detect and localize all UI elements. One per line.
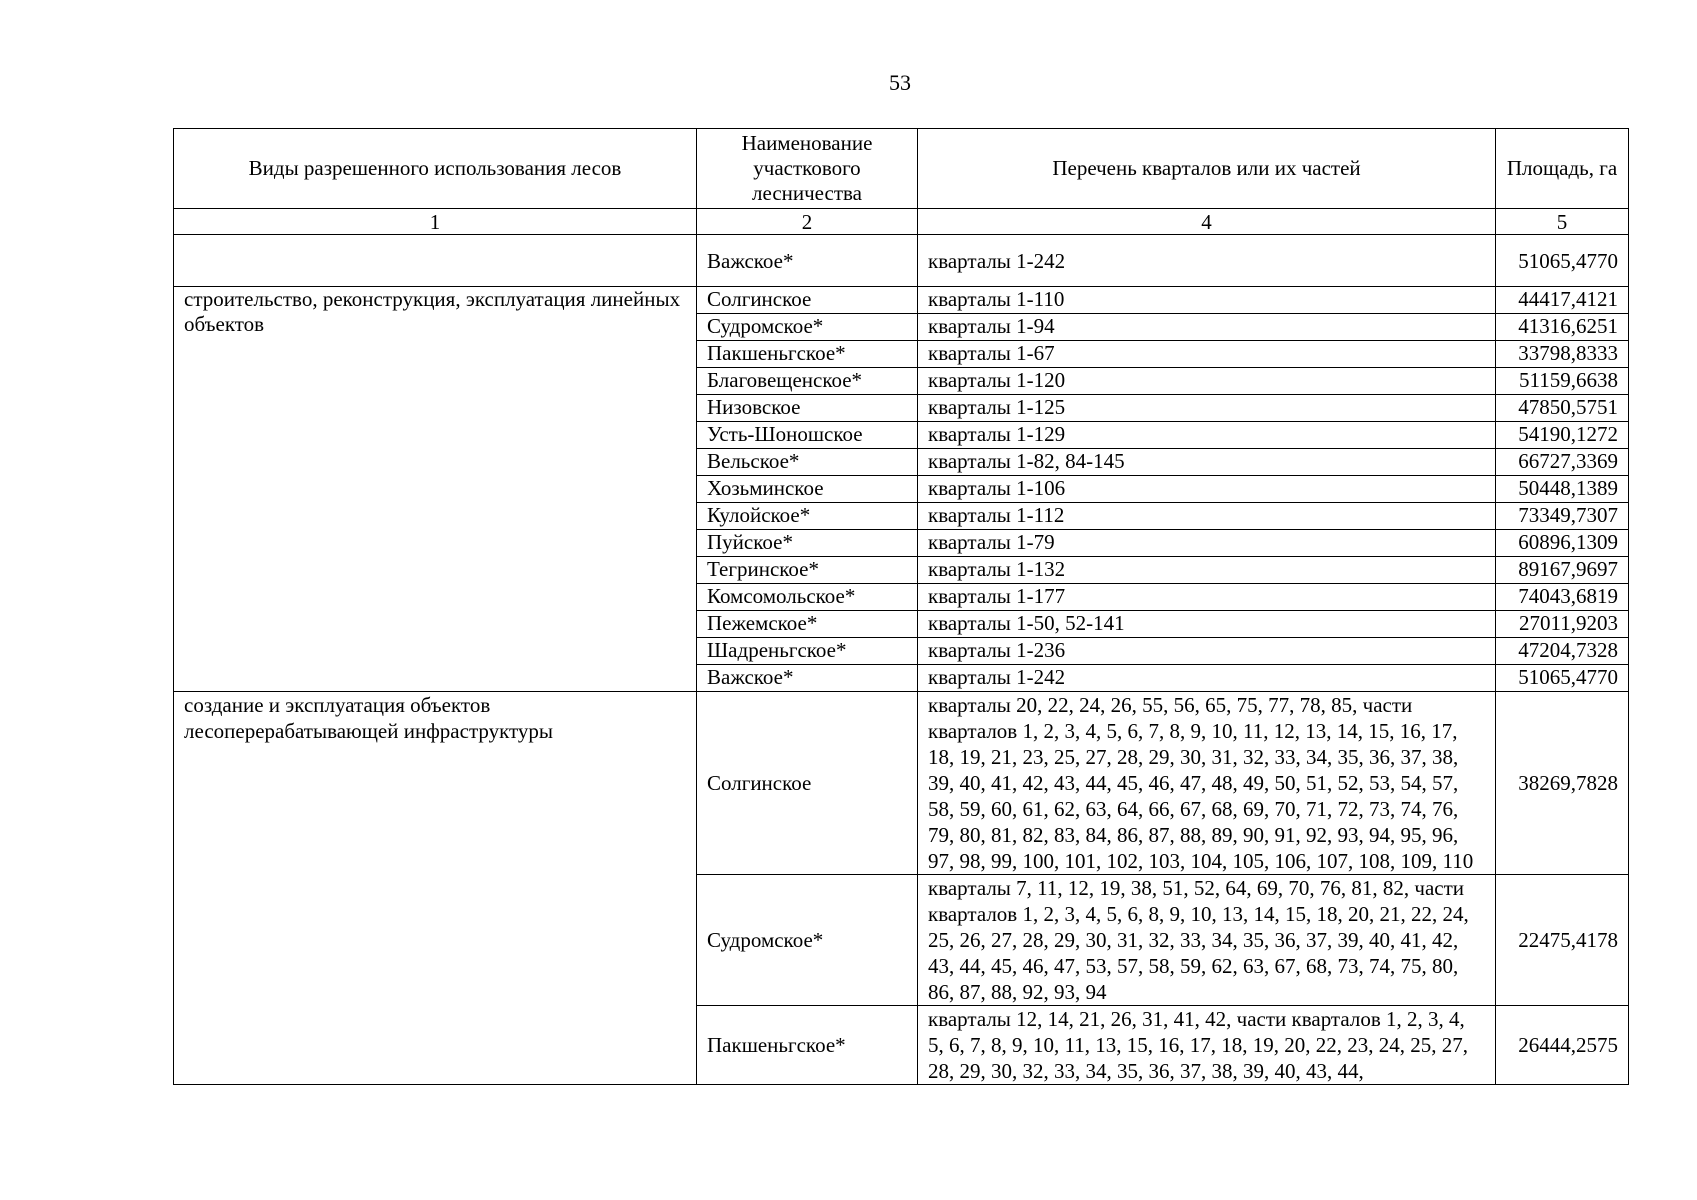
forestry-cell: Тегринское* xyxy=(697,557,918,584)
quarters-cell: кварталы 1-79 xyxy=(918,530,1496,557)
forestry-cell: Хозьминское xyxy=(697,476,918,503)
quarters-cell: кварталы 1-129 xyxy=(918,422,1496,449)
forest-use-table xyxy=(173,128,1629,1085)
area-cell: 38269,7828 xyxy=(1496,692,1629,875)
area-cell: 44417,4121 xyxy=(1496,287,1629,314)
quarters-cell: кварталы 1-132 xyxy=(918,557,1496,584)
quarters-cell: кварталы 1-82, 84-145 xyxy=(918,449,1496,476)
forestry-cell: Шадреньгское* xyxy=(697,638,918,665)
quarters-cell: кварталы 20, 22, 24, 26, 55, 56, 65, 75, 77, 78, 85, части кварталов 1, 2, 3, 4, 5, 6, 7, 8, 9, 10, 11, 12, 13, 14, 15, 16, 17, 18, 19, 21, 23, 25, 27, 28, 29, 30, 31, 32, 33, 34, 35, 36, 37, 38, 39, 40, 41, 42, 43, 44, 45, 46, 47, 48, 49, 50, 51, 52, 53, 54, 57, 58, 59, 60, 61, 62, 63, 64, 66, 67, 68, 69, 70, 71, 72, 73, 74, 76, 79, 80, 81, 82, 83, 84, 86, 87, 88, 89, 90, 91, 92, 93, 94, 95, 96, 97, 98, 99, 100, 101, 102, 103, 104, 105, 106, 107, 108, 109, 110 xyxy=(918,692,1496,875)
forestry-cell: Комсомольское* xyxy=(697,584,918,611)
table-row xyxy=(174,287,1629,314)
area-cell: 73349,7307 xyxy=(1496,503,1629,530)
quarters-cell: кварталы 1-242 xyxy=(918,235,1496,287)
quarters-cell: кварталы 1-94 xyxy=(918,314,1496,341)
use-type-cell: создание и эксплуатация объектов лесоперерабатывающей инфраструктуры xyxy=(174,692,697,1085)
forestry-cell: Судромское* xyxy=(697,314,918,341)
column-number: 5 xyxy=(1496,209,1629,235)
table-row xyxy=(174,235,1629,287)
header-forestry: Наименование участкового лесничества xyxy=(697,129,918,209)
quarters-cell: кварталы 1-67 xyxy=(918,341,1496,368)
area-cell: 50448,1389 xyxy=(1496,476,1629,503)
area-cell: 47850,5751 xyxy=(1496,395,1629,422)
header-row xyxy=(174,129,1629,209)
forestry-cell: Кулойское* xyxy=(697,503,918,530)
area-cell: 60896,1309 xyxy=(1496,530,1629,557)
forestry-cell: Пакшеньгское* xyxy=(697,341,918,368)
area-cell: 54190,1272 xyxy=(1496,422,1629,449)
area-cell: 33798,8333 xyxy=(1496,341,1629,368)
column-number: 1 xyxy=(174,209,697,235)
forestry-cell: Низовское xyxy=(697,395,918,422)
area-cell: 51159,6638 xyxy=(1496,368,1629,395)
quarters-cell: кварталы 7, 11, 12, 19, 38, 51, 52, 64, 69, 70, 76, 81, 82, части кварталов 1, 2, 3, 4, 5, 6, 8, 9, 10, 13, 14, 15, 18, 20, 21, 22, 24, 25, 26, 27, 28, 29, 30, 31, 32, 33, 34, 35, 36, 37, 39, 40, 41, 42, 43, 44, 45, 46, 47, 53, 57, 58, 59, 62, 63, 67, 68, 73, 74, 75, 80, 86, 87, 88, 92, 93, 94 xyxy=(918,875,1496,1006)
quarters-cell: кварталы 1-50, 52-141 xyxy=(918,611,1496,638)
page-number: 53 xyxy=(889,70,911,95)
header-quarters: Перечень кварталов или их частей xyxy=(918,129,1496,209)
area-cell: 41316,6251 xyxy=(1496,314,1629,341)
forestry-cell: Благовещенское* xyxy=(697,368,918,395)
area-cell: 74043,6819 xyxy=(1496,584,1629,611)
forestry-cell: Судромское* xyxy=(697,875,918,1006)
use-type-cell: строительство, реконструкция, эксплуатация линейных объектов xyxy=(174,287,697,692)
forestry-cell: Пуйское* xyxy=(697,530,918,557)
quarters-cell: кварталы 1-110 xyxy=(918,287,1496,314)
forestry-cell: Солгинское xyxy=(697,287,918,314)
area-cell: 51065,4770 xyxy=(1496,235,1629,287)
quarters-cell: кварталы 1-236 xyxy=(918,638,1496,665)
header-use-type: Виды разрешенного использования лесов xyxy=(174,129,697,209)
table-row xyxy=(174,692,1629,875)
quarters-cell: кварталы 1-106 xyxy=(918,476,1496,503)
area-cell: 22475,4178 xyxy=(1496,875,1629,1006)
area-cell: 51065,4770 xyxy=(1496,665,1629,692)
column-number: 4 xyxy=(918,209,1496,235)
forestry-cell: Пежемское* xyxy=(697,611,918,638)
quarters-cell: кварталы 1-112 xyxy=(918,503,1496,530)
area-cell: 89167,9697 xyxy=(1496,557,1629,584)
forestry-cell: Важское* xyxy=(697,235,918,287)
forestry-cell: Вельское* xyxy=(697,449,918,476)
forestry-cell: Пакшеньгское* xyxy=(697,1006,918,1085)
forestry-cell: Солгинское xyxy=(697,692,918,875)
column-number: 2 xyxy=(697,209,918,235)
area-cell: 47204,7328 xyxy=(1496,638,1629,665)
use-type-cell xyxy=(174,235,697,287)
quarters-cell: кварталы 1-125 xyxy=(918,395,1496,422)
header-area: Площадь, га xyxy=(1496,129,1629,209)
forestry-cell: Усть-Шоношское xyxy=(697,422,918,449)
forestry-cell: Важское* xyxy=(697,665,918,692)
quarters-cell: кварталы 1-242 xyxy=(918,665,1496,692)
area-cell: 66727,3369 xyxy=(1496,449,1629,476)
quarters-cell: кварталы 1-120 xyxy=(918,368,1496,395)
area-cell: 27011,9203 xyxy=(1496,611,1629,638)
column-number-row xyxy=(174,209,1629,235)
quarters-cell: кварталы 12, 14, 21, 26, 31, 41, 42, части кварталов 1, 2, 3, 4, 5, 6, 7, 8, 9, 10, 11, 13, 15, 16, 17, 18, 19, 20, 22, 23, 24, 25, 27, 28, 29, 30, 32, 33, 34, 35, 36, 37, 38, 39, 40, 43, 44, xyxy=(918,1006,1496,1085)
quarters-cell: кварталы 1-177 xyxy=(918,584,1496,611)
area-cell: 26444,2575 xyxy=(1496,1006,1629,1085)
